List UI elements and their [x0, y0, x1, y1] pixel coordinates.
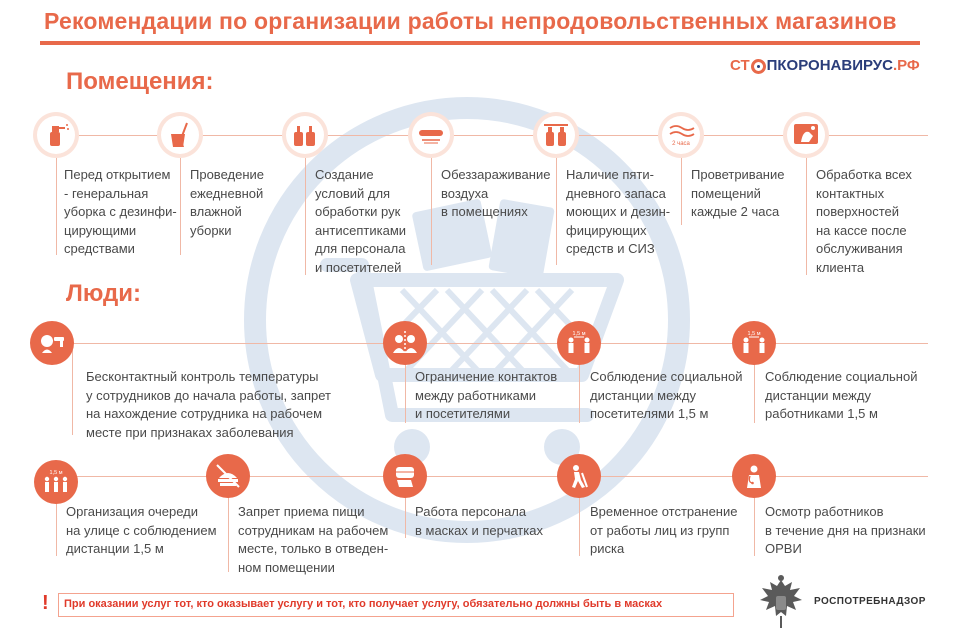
- premises-text-7: Обработка всех контактных поверхностей на кассе после обслуживания клиента: [816, 167, 912, 275]
- premises-icon-badge: [408, 112, 454, 158]
- premises-text-3: Создание условий для обработки рук антисептиками для персонала и посетителей: [315, 167, 407, 275]
- distance-label: 1,5 м: [572, 331, 586, 337]
- distance-visitors-icon: [565, 329, 593, 357]
- warning-exclamation-icon: !: [42, 592, 49, 614]
- brand-part-3: .РФ: [892, 57, 920, 74]
- limit-contacts-icon: [391, 329, 419, 357]
- people-icon-badge: [383, 321, 427, 365]
- people-text-1: Бесконтактный контроль температуры у сотрудников до начала работы, запрет на нахождение сотрудника на рабочем месте при признаках заболевания: [86, 369, 331, 440]
- premises-connector: [806, 155, 807, 275]
- people-text-7: Работа персонала в масках и перчатках: [415, 504, 543, 538]
- checkup-icon: [740, 462, 768, 490]
- distance-workers-icon: [740, 329, 768, 357]
- people-icon-badge: [557, 321, 601, 365]
- premises-text-1: Перед открытием - генеральная уборка с дезинфи- цирующими средствами: [64, 167, 177, 256]
- mask-gloves-icon: [391, 462, 419, 490]
- premises-connector: [681, 155, 682, 225]
- mop-bucket-icon: [165, 120, 195, 150]
- air-disinfection-icon: [416, 120, 446, 150]
- ventilation-icon: [666, 120, 696, 150]
- people-timeline-2: [48, 476, 928, 477]
- people-text-3: Соблюдение социальной дистанции между посетителями 1,5 м: [590, 369, 743, 421]
- ventilation-icon-label: 2 часа: [672, 141, 690, 147]
- section-title-premises: Помещения:: [66, 68, 214, 95]
- people-text-9: Осмотр работников в течение дня на признаки ОРВИ: [765, 504, 926, 556]
- brand-logo[interactable]: [730, 57, 920, 74]
- premises-connector: [431, 155, 432, 265]
- people-text-2: Ограничение контактов между работниками и посетителями: [415, 369, 558, 421]
- people-text-5: Организация очереди на улице с соблюдением дистанции 1,5 м: [66, 504, 217, 556]
- people-text-6: Запрет приема пищи сотрудникам на рабочем месте, только в отведен- ном помещении: [238, 504, 389, 575]
- people-icon-badge: [30, 321, 74, 365]
- distance-label: 1,5 м: [49, 470, 63, 476]
- risk-group-icon: [565, 462, 593, 490]
- premises-icon-badge: [282, 112, 328, 158]
- premises-connector: [556, 155, 557, 265]
- premises-icon-badge: [533, 112, 579, 158]
- double-headed-eagle-emblem: [756, 574, 806, 630]
- people-icon-badge: [206, 454, 250, 498]
- premises-text-4: Обеззараживание воздуха в помещениях: [441, 167, 551, 219]
- premises-text-6: Проветривание помещений каждые 2 часа: [691, 167, 785, 219]
- people-timeline-1: [48, 343, 928, 344]
- sanitizer-bottles-icon: [290, 120, 320, 150]
- premises-icon-badge: [33, 112, 79, 158]
- people-icon-badge: [732, 321, 776, 365]
- section-title-people: Люди:: [66, 280, 141, 307]
- premises-icon-badge: [658, 112, 704, 158]
- title-underline: [40, 41, 920, 45]
- page-title: Рекомендации по организации работы непродовольственных магазинов: [44, 8, 897, 34]
- cashier-disinfection-icon: [791, 120, 821, 150]
- agency-name: РОСПОТРЕБНАДЗОР: [814, 596, 926, 607]
- thermometer-icon: [38, 329, 66, 357]
- premises-connector: [305, 155, 306, 275]
- premises-connector: [56, 155, 57, 255]
- distance-label: 1,5 м: [747, 331, 761, 337]
- queue-icon: [42, 468, 70, 496]
- people-icon-badge: [557, 454, 601, 498]
- premises-icon-badge: [783, 112, 829, 158]
- premises-connector: [180, 155, 181, 255]
- people-icon-badge: [383, 454, 427, 498]
- spray-bottle-icon: [41, 120, 71, 150]
- people-connector: [72, 343, 73, 435]
- people-icon-badge: [34, 460, 78, 504]
- people-text-4: Соблюдение социальной дистанции между работниками 1,5 м: [765, 369, 918, 421]
- premises-text-2: Проведение ежедневной влажной уборки: [190, 167, 264, 238]
- no-food-icon: [214, 462, 242, 490]
- brand-part-1: СТ: [730, 57, 750, 74]
- mask-notice-text: При оказании услуг тот, кто оказывает услугу и тот, кто получает услугу, обязательно должны быть в масках: [64, 598, 663, 610]
- premises-text-5: Наличие пяти- дневного запаса моющих и дезин- фицирующих средств и СИЗ: [566, 167, 671, 256]
- premises-icon-badge: [157, 112, 203, 158]
- people-icon-badge: [732, 454, 776, 498]
- brand-part-2: ПКОРОНАВИРУС: [766, 57, 893, 74]
- cleaning-stock-icon: [541, 120, 571, 150]
- people-text-8: Временное отстранение от работы лиц из групп риска: [590, 504, 738, 556]
- virus-ring-icon: [751, 59, 766, 74]
